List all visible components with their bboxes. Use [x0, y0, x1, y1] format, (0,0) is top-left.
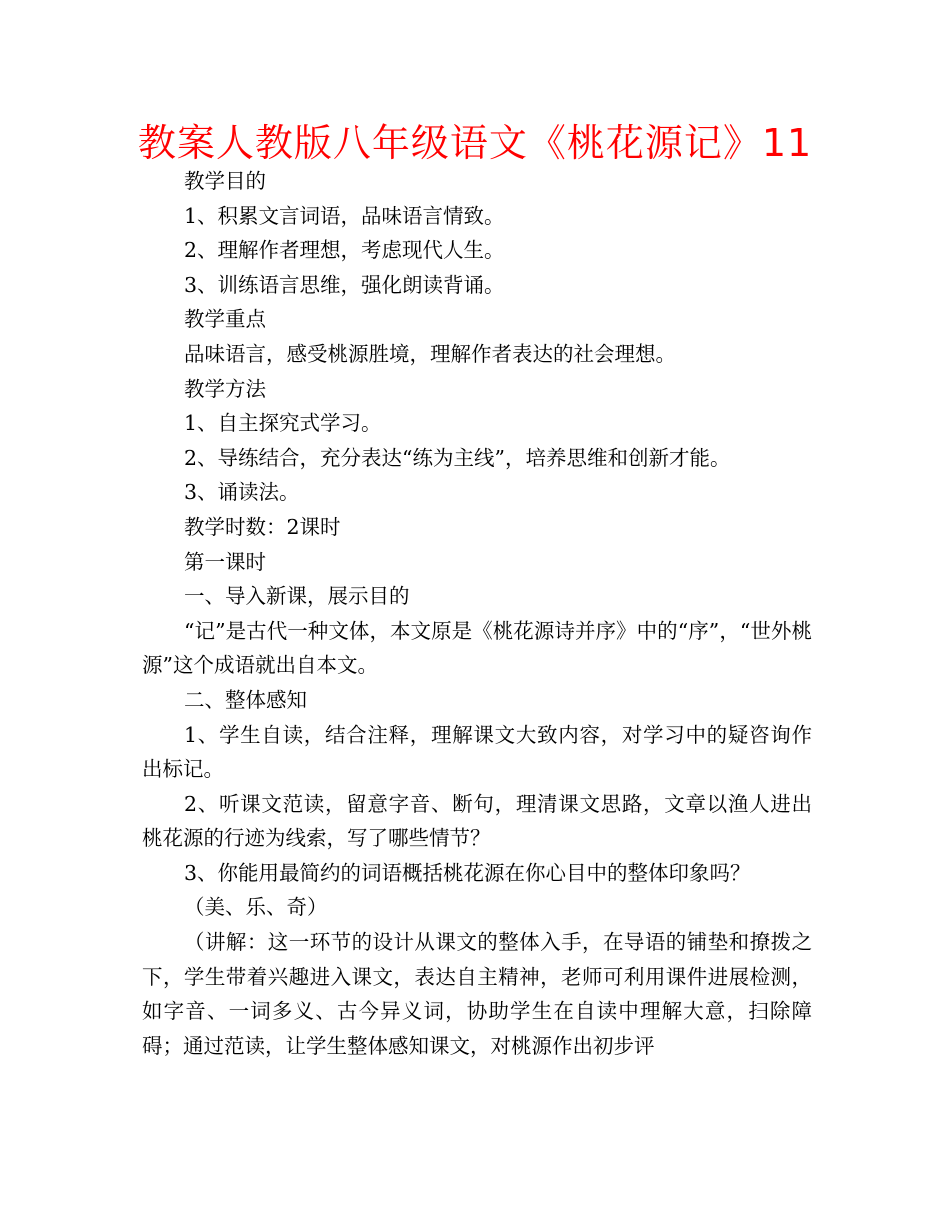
- paragraph: 教学重点: [184, 307, 266, 332]
- paragraph: 1、学生自读，结合注释，理解课文大致内容，对学习中的疑咨询作出标记。: [142, 722, 812, 782]
- paragraph: 2、理解作者理想，考虑现代人生。: [184, 238, 505, 263]
- paragraph: 2、导练结合，充分表达“练为主线”，培养思维和创新才能。: [184, 445, 731, 470]
- paragraph: 3、训练语言思维，强化朗读背诵。: [184, 272, 505, 297]
- paragraph: 一、导入新课，展示目的: [184, 584, 410, 609]
- paragraph: 2、听课文范读，留意字音、断句，理清课文思路，文章以渔人进出桃花源的行迹为线索，写了哪些情节？: [142, 791, 812, 851]
- paragraph: （讲解：这一环节的设计从课文的整体入手，在导语的铺垫和撩拨之下，学生带着兴趣进入课文，表达自主精神，老师可利用课件进展检测，如字音、一词多义、古今异义词，协助学生在自读中理解大意，扫除障碍；通过范读，让学生整体感知课文，对桃源作出初步评: [142, 930, 812, 1058]
- paragraph: 3、你能用最简约的词语概括桃花源在你心目中的整体印象吗？: [184, 860, 751, 885]
- paragraph: 教学目的: [184, 169, 266, 193]
- paragraph: 二、整体感知: [184, 687, 307, 712]
- paragraph: 教学时数：2课时: [184, 514, 341, 539]
- paragraph: 品味语言，感受桃源胜境，理解作者表达的社会理想。: [184, 341, 676, 366]
- document-body: [142, 164, 812, 1063]
- paragraph: 第一课时: [184, 549, 266, 574]
- paragraph: （美、乐、奇）: [184, 895, 328, 920]
- paragraph: 1、积累文言词语，品味语言情致。: [184, 203, 505, 228]
- paragraph: 教学方法: [184, 376, 266, 401]
- document-title: 教案人教版八年级语文《桃花源记》11: [137, 121, 813, 165]
- paragraph: 3、诵读法。: [184, 480, 300, 505]
- paragraph: 1、自主探究式学习。: [184, 411, 382, 436]
- paragraph: “记”是古代一种文体，本文原是《桃花源诗并序》中的“序”，“世外桃源”这个成语就出自本文。: [142, 618, 812, 678]
